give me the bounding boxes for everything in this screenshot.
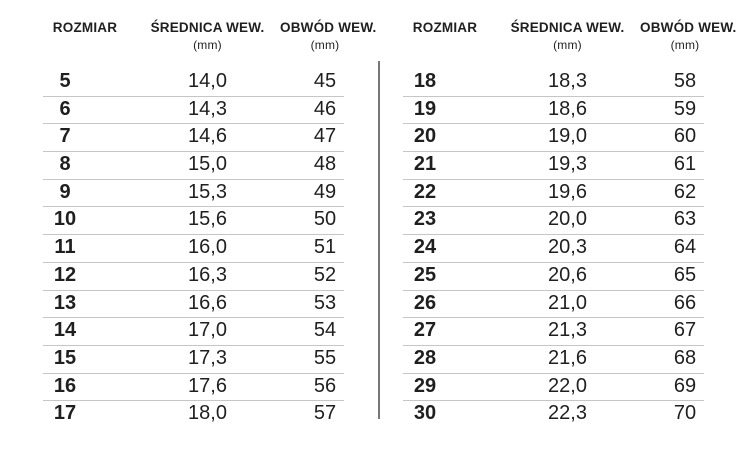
cell-diameter: 15,6 bbox=[188, 208, 227, 231]
table-row bbox=[35, 290, 370, 318]
cell-diameter: 21,3 bbox=[548, 319, 587, 342]
table-row bbox=[35, 68, 370, 96]
cell-size: 13 bbox=[53, 291, 77, 314]
table-row bbox=[395, 290, 730, 318]
ring-size-table-small-sizes bbox=[35, 20, 377, 428]
cell-diameter: 18,6 bbox=[548, 97, 587, 120]
cell-circumference: 63 bbox=[673, 208, 697, 231]
cell-circumference: 57 bbox=[313, 402, 337, 425]
cell-diameter: 16,3 bbox=[188, 263, 227, 286]
table-row bbox=[35, 317, 370, 345]
column-header-diameter bbox=[495, 20, 640, 53]
column-header-diameter-label: ŚREDNICA WEW. bbox=[510, 20, 625, 35]
column-header-circumference bbox=[280, 20, 377, 53]
cell-circumference: 51 bbox=[313, 236, 337, 259]
cell-diameter: 22,3 bbox=[548, 402, 587, 425]
table-body bbox=[35, 68, 370, 428]
table-row bbox=[395, 151, 730, 179]
cell-circumference: 65 bbox=[673, 263, 697, 286]
cell-diameter: 15,0 bbox=[188, 153, 227, 176]
cell-diameter: 17,0 bbox=[188, 319, 227, 342]
cell-circumference: 60 bbox=[673, 125, 697, 148]
cell-circumference: 48 bbox=[313, 153, 337, 176]
table-body bbox=[395, 68, 730, 428]
cell-circumference: 50 bbox=[313, 208, 337, 231]
table-row bbox=[35, 234, 370, 262]
cell-diameter: 20,3 bbox=[548, 236, 587, 259]
column-header-diameter bbox=[135, 20, 280, 53]
cell-size: 7 bbox=[59, 125, 71, 148]
table-row bbox=[395, 206, 730, 234]
cell-size: 15 bbox=[53, 346, 77, 369]
cell-circumference: 62 bbox=[673, 180, 697, 203]
cell-circumference: 56 bbox=[313, 374, 337, 397]
cell-diameter: 19,6 bbox=[548, 180, 587, 203]
table-header bbox=[35, 20, 377, 68]
cell-diameter: 20,6 bbox=[548, 263, 587, 286]
cell-size: 11 bbox=[54, 236, 76, 259]
cell-size: 30 bbox=[413, 402, 437, 425]
cell-size: 6 bbox=[59, 97, 71, 120]
cell-size: 22 bbox=[413, 180, 437, 203]
column-header-diameter-unit: (mm) bbox=[553, 38, 582, 52]
table-row bbox=[35, 262, 370, 290]
cell-diameter: 21,0 bbox=[548, 291, 587, 314]
cell-size: 29 bbox=[413, 374, 437, 397]
cell-circumference: 66 bbox=[673, 291, 697, 314]
cell-circumference: 64 bbox=[673, 236, 697, 259]
cell-circumference: 53 bbox=[313, 291, 337, 314]
cell-circumference: 70 bbox=[673, 402, 697, 425]
table-row bbox=[395, 262, 730, 290]
table-row bbox=[35, 179, 370, 207]
table-row bbox=[35, 400, 370, 428]
cell-size: 19 bbox=[413, 97, 437, 120]
table-row bbox=[35, 345, 370, 373]
cell-size: 26 bbox=[413, 291, 437, 314]
cell-diameter: 14,6 bbox=[188, 125, 227, 148]
cell-circumference: 67 bbox=[673, 319, 697, 342]
cell-size: 27 bbox=[413, 319, 437, 342]
column-header-diameter-label: ŚREDNICA WEW. bbox=[150, 20, 265, 35]
column-header-circumference-label: OBWÓD WEW. bbox=[640, 20, 737, 35]
cell-diameter: 19,3 bbox=[548, 153, 587, 176]
table-row bbox=[395, 400, 730, 428]
column-header-circumference bbox=[640, 20, 737, 53]
table-row bbox=[395, 373, 730, 401]
cell-circumference: 54 bbox=[313, 319, 337, 342]
table-row bbox=[35, 206, 370, 234]
table-header bbox=[395, 20, 737, 68]
table-row bbox=[395, 123, 730, 151]
cell-diameter: 21,6 bbox=[548, 346, 587, 369]
cell-diameter: 19,0 bbox=[548, 125, 587, 148]
cell-diameter: 18,0 bbox=[188, 402, 227, 425]
cell-size: 9 bbox=[59, 180, 71, 203]
cell-diameter: 20,0 bbox=[548, 208, 587, 231]
cell-diameter: 17,3 bbox=[188, 346, 227, 369]
cell-circumference: 55 bbox=[313, 346, 337, 369]
table-row bbox=[395, 96, 730, 124]
column-header-diameter-unit: (mm) bbox=[193, 38, 222, 52]
cell-circumference: 59 bbox=[673, 97, 697, 120]
column-header-size-label: ROZMIAR bbox=[52, 20, 118, 35]
cell-size: 14 bbox=[53, 319, 77, 342]
cell-circumference: 58 bbox=[673, 70, 697, 92]
cell-size: 12 bbox=[53, 263, 77, 286]
cell-circumference: 46 bbox=[313, 97, 337, 120]
cell-circumference: 47 bbox=[313, 125, 337, 148]
cell-diameter: 16,6 bbox=[188, 291, 227, 314]
column-header-size-label: ROZMIAR bbox=[412, 20, 478, 35]
table-row bbox=[35, 123, 370, 151]
table-divider bbox=[378, 61, 380, 419]
cell-size: 16 bbox=[53, 374, 77, 397]
cell-size: 18 bbox=[413, 70, 437, 92]
cell-diameter: 18,3 bbox=[548, 70, 587, 92]
table-row bbox=[35, 151, 370, 179]
cell-size: 25 bbox=[413, 263, 437, 286]
cell-diameter: 22,0 bbox=[548, 374, 587, 397]
cell-circumference: 68 bbox=[673, 346, 697, 369]
table-row bbox=[35, 373, 370, 401]
table-row bbox=[395, 345, 730, 373]
column-header-circumference-unit: (mm) bbox=[670, 38, 700, 52]
cell-diameter: 17,6 bbox=[188, 374, 227, 397]
cell-size: 24 bbox=[413, 236, 437, 259]
cell-circumference: 69 bbox=[673, 374, 697, 397]
table-row bbox=[395, 317, 730, 345]
cell-size: 17 bbox=[53, 402, 77, 425]
table-row bbox=[395, 234, 730, 262]
cell-diameter: 16,0 bbox=[188, 236, 227, 259]
ring-size-table-large-sizes bbox=[395, 20, 737, 428]
column-header-circumference-unit: (mm) bbox=[310, 38, 340, 52]
cell-circumference: 52 bbox=[313, 263, 337, 286]
cell-circumference: 61 bbox=[673, 153, 697, 176]
cell-size: 10 bbox=[53, 208, 77, 231]
cell-size: 21 bbox=[413, 153, 437, 176]
cell-size: 23 bbox=[413, 208, 437, 231]
table-row bbox=[395, 68, 730, 96]
cell-circumference: 49 bbox=[313, 180, 337, 203]
cell-size: 28 bbox=[413, 346, 437, 369]
cell-size: 20 bbox=[413, 125, 437, 148]
column-header-size bbox=[35, 20, 135, 35]
table-row bbox=[395, 179, 730, 207]
cell-size: 5 bbox=[59, 70, 71, 92]
cell-circumference: 45 bbox=[313, 70, 337, 92]
cell-diameter: 15,3 bbox=[188, 180, 227, 203]
cell-diameter: 14,3 bbox=[188, 97, 227, 120]
column-header-circumference-label: OBWÓD WEW. bbox=[280, 20, 377, 35]
table-row bbox=[35, 96, 370, 124]
cell-size: 8 bbox=[59, 153, 71, 176]
column-header-size bbox=[395, 20, 495, 35]
cell-diameter: 14,0 bbox=[188, 70, 227, 92]
